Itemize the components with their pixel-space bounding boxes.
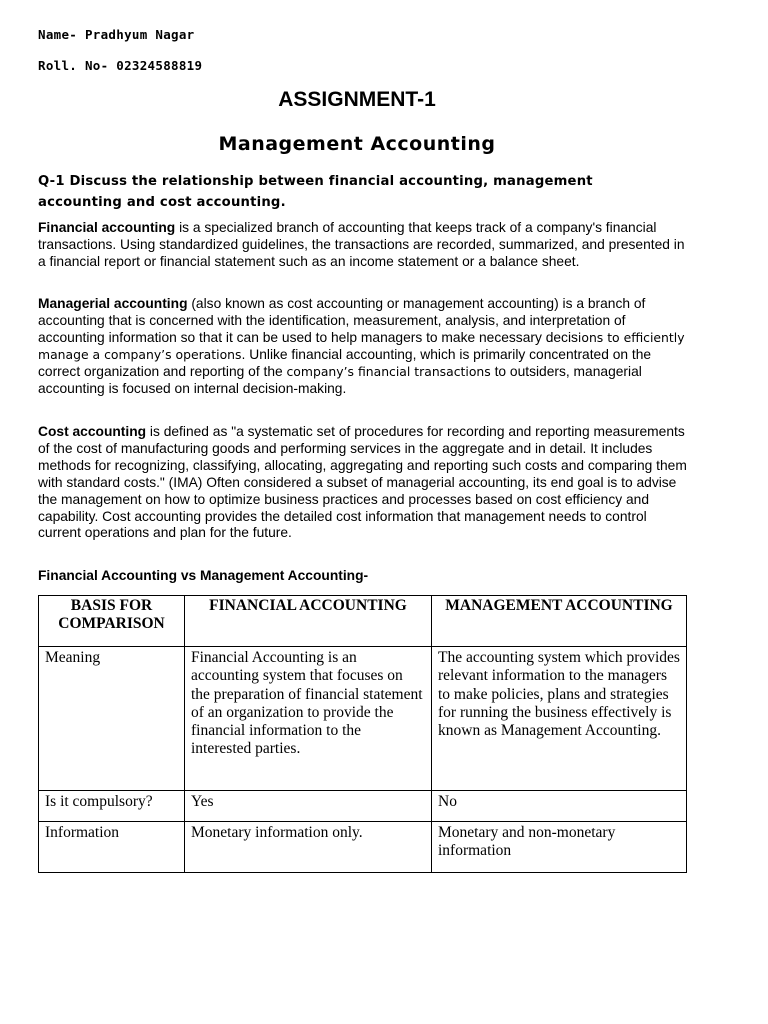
paragraph-text: Unlike financial accounting, which is primarily concentrated on the correct organization and reporting of the [38,346,652,379]
table-row [39,822,687,873]
paragraph-cost-accounting [38,424,688,542]
table-cell: No [432,791,687,822]
paragraph-financial-accounting [38,220,688,271]
paragraph-text: is a specialized branch of accounting that keeps track of a company's financial transactions. Using standardized guidelines, the transactions are recorded, summarized, and presented in a financial report or financial statement such as an income statement or a balance sheet. [38,220,685,269]
assignment-title: ASSIGNMENT-1 [278,88,436,111]
column-header-management: MANAGEMENT ACCOUNTING [432,596,687,647]
column-header-financial: FINANCIAL ACCOUNTING [185,596,432,647]
table-header-row [39,596,687,647]
column-header-basis: BASIS FOR COMPARISON [39,596,185,647]
table-cell: Financial Accounting is an accounting system that focuses on the preparation of financial statement of an organization to provide the financial information to the interested parties. [185,647,432,791]
paragraph-text-alt-font: company’s financial transactions [286,363,491,379]
term-cost-accounting: Cost accounting [38,424,147,439]
paragraph-text: (also known as cost accounting or management accounting) is a branch of accounting that is concerned with the identification, measurement, analysis, and interpretation of accounting information so that it can be used to help managers to make necessary decis [38,296,646,345]
table-cell: Monetary information only. [185,822,432,873]
table-cell: Is it compulsory? [39,791,185,822]
table-heading: Financial Accounting vs Management Accounting- [38,568,369,583]
table-row [39,791,687,822]
table-cell: Monetary and non-monetary information [432,822,687,873]
table-cell: The accounting system which provides relevant information to the managers to make policies, plans and strategies for running the business effectively is known as Management Accounting. [432,647,687,791]
paragraph-text: is defined as "a systematic set of procedures for recording and reporting measurements of the cost of manufacturing goods and performing services in the aggregate and in detail. It includes methods for recognizing, classifying, allocating, aggregating and reporting such costs and comparing them with standard costs." (IMA) Often considered a subset of managerial accounting, its end goal is to advise the management on how to optimize business practices and processes based on cost efficiency and capability. Cost accounting provides the detailed cost information that management needs to control current operations and plan for the future. [38,424,687,541]
table-cell: Yes [185,791,432,822]
subject-title: Management Accounting [218,133,496,155]
table-cell: Information [39,822,185,873]
term-financial-accounting: Financial accounting [38,220,176,235]
paragraph-text: to outsiders, managerial accounting is focused on internal decision-making. [38,363,642,396]
table-row [39,647,687,791]
question-text: Q-1 Discuss the relationship between financial accounting, management accounting and cost accounting. [38,174,593,210]
term-managerial-accounting: Managerial accounting [38,296,188,311]
comparison-table [38,595,687,873]
paragraph-managerial-accounting [38,296,688,397]
table-cell: Meaning [39,647,185,791]
student-name: Name- Pradhyum Nagar [38,27,195,42]
roll-number: Roll. No- 02324588819 [38,58,203,73]
paragraph-text-alt-font: ions to efficiently manage a company’s operations. [38,329,685,362]
